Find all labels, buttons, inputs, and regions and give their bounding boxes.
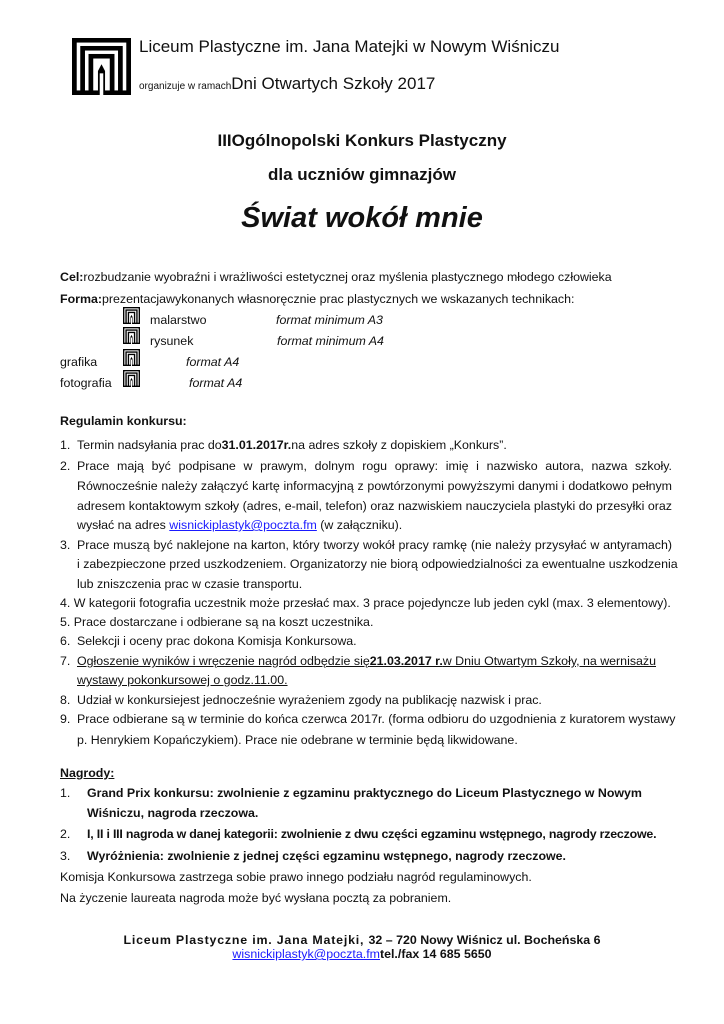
organizes-text: organizuje w ramach	[139, 81, 232, 92]
prizes-note: Komisja Konkursowa zastrzega sobie prawo innego podziału nagród regulaminowych.	[60, 870, 532, 884]
prize-number: 1.	[60, 786, 71, 800]
prize-2: I, II i III nagroda w danej kategorii: zwolnienie z dwu części egzaminu wstępnego, nagrody rzeczowe.	[87, 827, 657, 841]
event-name: Dni Otwartych Szkoły 2017	[231, 74, 436, 93]
prizes-note: Na życzenie laureata nagroda może być wysłana pocztą za pobraniem.	[60, 891, 452, 905]
footer-email-link[interactable]: wisnickiplastyk@poczta.fm	[232, 947, 380, 961]
technique-name: malarstwo	[150, 313, 207, 327]
rule-7-line: wystawy pokonkursowej o godz.11.00.	[77, 673, 288, 687]
footer-address	[0, 933, 724, 947]
rules-heading: Regulamin konkursu:	[60, 414, 187, 428]
rule-5: 5. Prace dostarczane i odbierane są na koszt uczestnika.	[60, 615, 374, 629]
footer-school: Liceum Plastyczne im. Jana Matejki,	[123, 933, 369, 947]
goal-text: rozbudzanie wyobraźni i wrażliwości estetycznej oraz myślenia plastycznego młodego człowieka	[83, 270, 612, 284]
rule-number: 8.	[60, 693, 71, 707]
rule-number: 1.	[60, 438, 71, 452]
email-link[interactable]: wisnickiplastyk@poczta.fm	[169, 518, 317, 532]
bullet-logo-icon	[123, 307, 140, 324]
technique-format: format minimum A4	[277, 334, 384, 348]
rule-number: 9.	[60, 712, 71, 726]
rule-number: 3.	[60, 538, 71, 552]
technique-name: fotografia	[60, 376, 112, 390]
contest-theme: Świat wokół mnie	[241, 202, 483, 234]
rule-9-line: p. Henrykiem Kopańczykiem). Prace nie odebrane w terminie będą likwidowane.	[77, 733, 518, 747]
rule-3-line: i zabezpieczone przed uszkodzeniem. Organizatorzy nie biorą odpowiedzialności za ewentualne uszkodzenia	[77, 557, 678, 571]
form-label: Forma:	[60, 292, 102, 306]
rule-text: na adres szkoły z dopiskiem „Konkurs”.	[291, 438, 507, 452]
rule-text: wysłać na adres	[77, 518, 170, 532]
prizes-heading: Nagrody:	[60, 766, 115, 780]
rule-7	[77, 654, 656, 668]
rule-2-line	[77, 518, 402, 532]
technique-name: rysunek	[150, 334, 194, 348]
prize-number: 3.	[60, 849, 71, 863]
footer-street: 32 – 720 Nowy Wiśnicz ul. Bocheńska 6	[368, 933, 601, 947]
goal-label: Cel:	[60, 270, 84, 284]
contest-subtitle: dla uczniów gimnazjów	[268, 165, 456, 184]
prize-3: Wyróżnienia: zwolnienie z jednej części egzaminu wstępnego, nagrody rzeczowe.	[87, 849, 566, 863]
technique-format: format minimum A3	[276, 313, 383, 327]
rule-text: Ogłoszenie wyników i wręczenie nagród odbędzie się	[77, 654, 370, 668]
event-line	[139, 74, 435, 94]
rule-2-line: adresem kontaktowym szkoły (adres, e-mail, telefon) oraz nazwiskiem nauczyciela plastyki do przesyłki oraz	[77, 499, 672, 513]
rule-text: (w załączniku).	[316, 518, 403, 532]
results-date: 21.03.2017 r.	[369, 654, 443, 668]
deadline-date: 31.01.2017r.	[221, 438, 292, 452]
technique-format: format A4	[186, 355, 240, 369]
rule-8: Udział w konkursiejest jednocześnie wyrażeniem zgody na publikację nazwisk i prac.	[77, 693, 542, 707]
form-line	[60, 292, 574, 306]
school-logo-icon	[72, 38, 131, 95]
bullet-logo-icon	[123, 327, 140, 344]
rule-text: w Dniu Otwartym Szkoły, na wernisażu	[442, 654, 656, 668]
rule-number: 6.	[60, 634, 71, 648]
footer-phone: tel./fax 14 685 5650	[379, 947, 492, 961]
prize-1-line: Wiśniczu, nagroda rzeczowa.	[87, 806, 259, 820]
form-text: prezentacjawykonanych własnoręcznie prac plastycznych we wskazanych technikach:	[102, 292, 575, 306]
rule-2-line: Prace mają być podpisane w prawym, dolnym rogu oprawy: imię i nazwisko autora, nazwa szkoły.	[77, 459, 672, 473]
contest-title: IIIOgólnopolski Konkurs Plastyczny	[217, 131, 507, 150]
rule-number: 7.	[60, 654, 71, 668]
school-name: Liceum Plastyczne im. Jana Matejki w Nowym Wiśniczu	[139, 37, 560, 56]
rule-4: 4. W kategorii fotografia uczestnik może przesłać max. 3 prace pojedyncze lub jeden cykl (max. 3 elementowy).	[60, 596, 671, 610]
rule-3-line: lub zniszczenia prac w czasie transportu.	[77, 577, 303, 591]
rule-2-line: Równocześnie należy załączyć kartę informacyjną z powtórzonymi powyższymi danymi i dodatkowo pełnym	[77, 479, 672, 493]
goal-line	[60, 270, 612, 284]
rule-number: 2.	[60, 459, 71, 473]
rule-6: Selekcji i oceny prac dokona Komisja Konkursowa.	[77, 634, 357, 648]
prize-1-line: Grand Prix konkursu: zwolnienie z egzaminu praktycznego do Liceum Plastycznego w Nowym	[87, 786, 642, 800]
rule-1	[77, 438, 507, 452]
rule-text: Termin nadsyłania prac do	[77, 438, 222, 452]
bullet-logo-icon	[123, 370, 140, 387]
technique-format: format A4	[189, 376, 243, 390]
rule-9-line: Prace odbierane są w terminie do końca czerwca 2017r. (forma odbioru do uzgodnienia z kuratorem wystawy	[77, 712, 676, 726]
rule-3-line: Prace muszą być naklejone na karton, który tworzy wokół pracy ramkę (nie należy przysyłać w antyramach)	[77, 538, 672, 552]
technique-name: grafika	[60, 355, 98, 369]
prize-number: 2.	[60, 827, 71, 841]
bullet-logo-icon	[123, 349, 140, 366]
footer-contact	[0, 947, 724, 961]
